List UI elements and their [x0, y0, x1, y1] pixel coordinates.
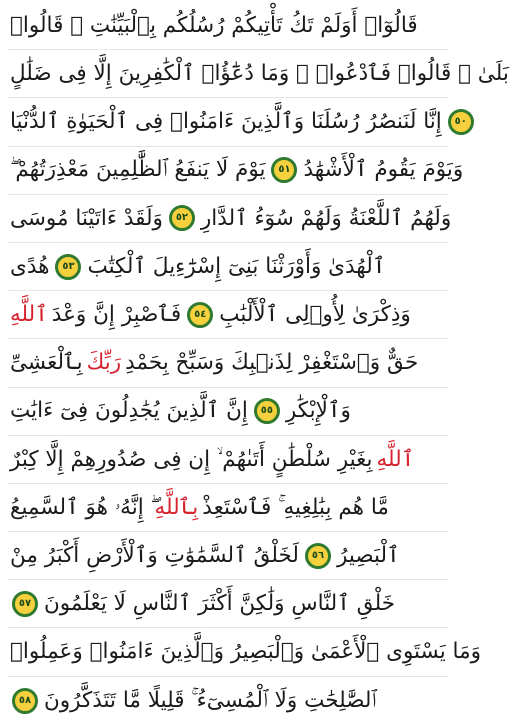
- text-lines: [8, 2, 509, 725]
- verse-text: حَقٌّ وَٱسْتَغْفِرْ لِذَنۢبِكَ وَسَبِّحْ بِحَمْدِ: [125, 350, 419, 376]
- verse-number-marker: ٥٥: [254, 398, 280, 424]
- verse-text: ۖ إِنَّهُۥ هُوَ ٱلسَّمِيعُ: [10, 494, 151, 520]
- text-line: [8, 628, 481, 676]
- verse-number-marker: ٥٨: [12, 688, 38, 714]
- verse-text: هُدًى: [10, 253, 50, 279]
- verse-number-marker: ٥٠: [448, 109, 474, 135]
- text-line: [8, 98, 467, 146]
- verse-text: قَالُوٓا۟ أَوَلَمْ تَكُ تَأْتِيكُمْ رُسُلُكُم بِٱلْبَيِّنَٰتِ ۖ قَالُوا۟: [10, 12, 418, 38]
- verse-text: وَمَا يَسْتَوِى ٱلْأَعْمَىٰ وَٱلْبَصِيرُ وَٱلَّذِينَ ءَامَنُوا۟ وَعَمِلُوا۟: [10, 639, 481, 665]
- text-line: [8, 484, 448, 532]
- verse-text: وَلَهُمُ ٱللَّعْنَةُ وَلَهُمْ سُوٓءُ ٱلدَّارِ: [200, 205, 452, 231]
- divine-name-text: رَبِّكَ: [86, 350, 122, 376]
- verse-text: بِٱلْعَشِىِّ: [10, 350, 83, 376]
- verse-number-marker: ٥٦: [305, 543, 331, 569]
- verse-text: ٱلْهُدَىٰ وَأَوْرَثْنَا بَنِىٓ إِسْرَٰٓءِيلَ ٱلْكِتَٰبَ: [87, 253, 386, 279]
- text-line: [8, 195, 452, 243]
- text-line: [8, 436, 448, 484]
- text-line: [8, 291, 448, 339]
- verse-text: وَذِكْرَىٰ لِأُو۟لِى ٱلْأَلْبَٰبِ: [219, 301, 411, 327]
- text-line: [8, 147, 464, 195]
- verse-text: وَٱلْإِبْكَٰرِ: [285, 398, 351, 424]
- verse-text: إِنَّا لَنَنصُرُ رُسُلَنَا وَٱلَّذِينَ ءَامَنُوا۟ فِى ٱلْحَيَوٰةِ ٱلدُّنْيَا: [10, 109, 442, 135]
- verse-text: إِنَّ ٱلَّذِينَ يُجَٰدِلُونَ فِىٓ ءَايَٰتِ: [10, 398, 248, 424]
- text-line: [8, 677, 448, 725]
- verse-number-marker: ٥٣: [55, 254, 81, 280]
- text-line: [8, 2, 448, 50]
- verse-text: بِغَيْرِ سُلْطَٰنٍ أَتَىٰهُمْ ۙ إِن فِى صُدُورِهِمْ إِلَّا كِبْرٌ: [10, 446, 373, 472]
- verse-number-marker: ٥٤: [187, 302, 213, 328]
- verse-text: ٱلْبَصِيرُ: [336, 542, 400, 568]
- verse-text: بَلَىٰ ۚ قَالُوا۟ فَٱدْعُوا۟ ۗ وَمَا دُعَٰٓؤُا۟ ٱلْكَٰفِرِينَ إِلَّا فِى ضَلَٰلٍ: [10, 61, 509, 87]
- text-line: [8, 50, 509, 98]
- verse-text: يَوْمَ لَا يَنفَعُ ٱلظَّٰلِمِينَ مَعْذِرَتُهُمْ ۖ: [10, 157, 266, 183]
- verse-text: مَّا هُم بِبَٰلِغِيهِ ۚ فَٱسْتَعِذْ: [202, 494, 389, 520]
- text-line: [8, 339, 448, 387]
- divine-name-text: ٱللَّهِ: [376, 446, 415, 472]
- text-line: [8, 532, 448, 580]
- verse-text: فَٱصْبِرْ إِنَّ وَعْدَ: [51, 301, 182, 327]
- verse-text: ٱلصَّٰلِحَٰتِ وَلَا ٱلْمُسِىٓءُ ۚ قَلِيلًا مَّا تَتَذَكَّرُونَ: [44, 687, 377, 713]
- verse-number-marker: ٥١: [271, 157, 297, 183]
- divine-name-text: بِٱللَّهِ: [154, 494, 199, 520]
- verse-number-marker: ٥٢: [169, 205, 195, 231]
- verse-text: وَيَوْمَ يَقُومُ ٱلْأَشْهَٰدُ: [303, 157, 464, 183]
- verse-number-marker: ٥٧: [12, 591, 38, 617]
- verse-text: لَخَلْقُ ٱلسَّمَٰوَٰتِ وَٱلْأَرْضِ أَكْبَرُ مِنْ: [10, 542, 299, 568]
- text-line: [8, 580, 448, 628]
- verse-text: خَلْقِ ٱلنَّاسِ وَلَٰكِنَّ أَكْثَرَ ٱلنَّاسِ لَا يَعْلَمُونَ: [44, 591, 396, 617]
- text-line: [8, 388, 448, 436]
- text-line: [8, 243, 448, 291]
- divine-name-text: ٱللَّهِ: [10, 301, 48, 327]
- verse-text: وَلَقَدْ ءَاتَيْنَا مُوسَى: [10, 205, 163, 231]
